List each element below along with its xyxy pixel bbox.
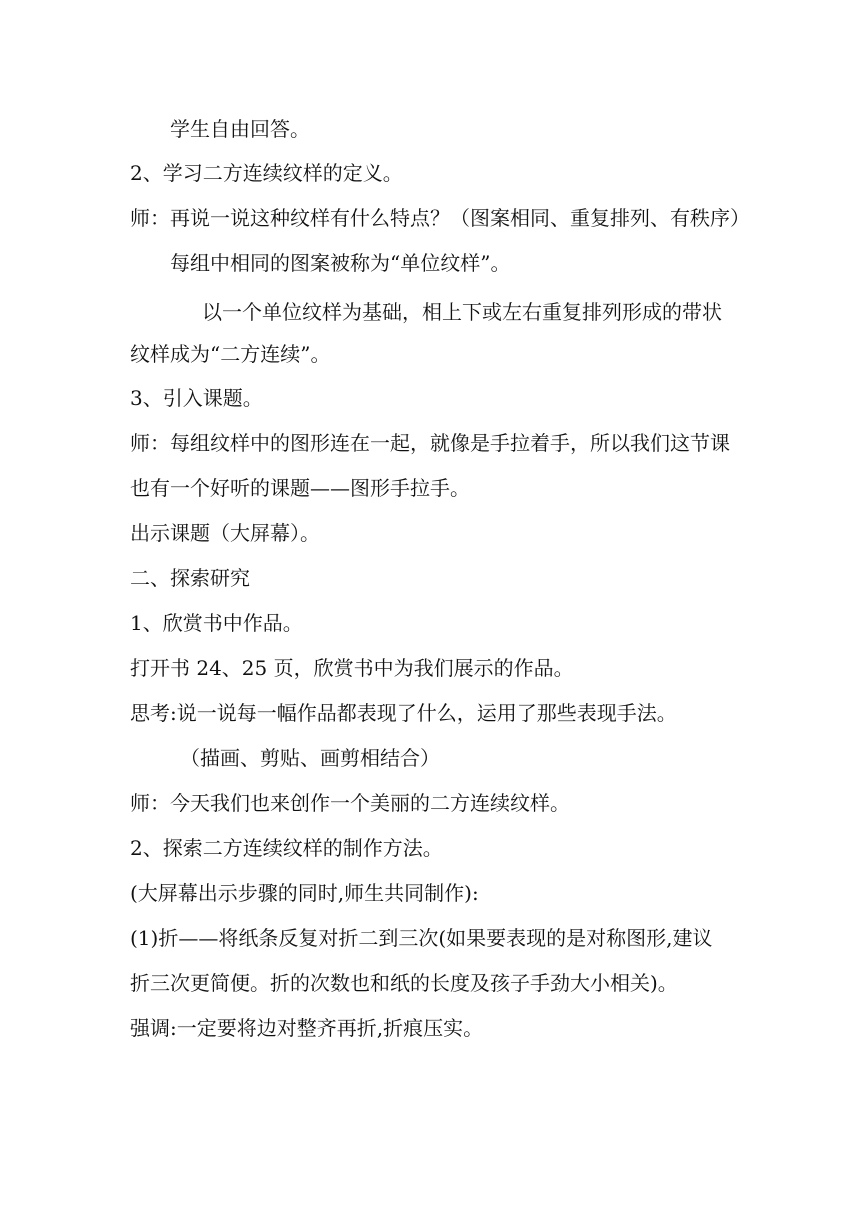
paragraph-line: 师：再说一说这种纹样有什么特点？（图案相同、重复排列、有秩序） [130, 206, 750, 230]
paragraph-line: （描画、剪贴、画剪相结合） [180, 746, 440, 770]
section-heading: 1、欣赏书中作品。 [130, 611, 303, 635]
paragraph-line: 出示课题（大屏幕）。 [130, 521, 320, 545]
section-heading: 3、引入课题。 [130, 386, 263, 410]
section-heading: 2、探索二方连续纹样的制作方法。 [130, 836, 443, 860]
paragraph-line: 折三次更简便。折的次数也和纸的长度及孩子手劲大小相关)。 [130, 971, 678, 995]
paragraph-line: (1)折——将纸条反复对折二到三次(如果要表现的是对称图形,建议 [130, 926, 713, 950]
paragraph-line: 师：今天我们也来创作一个美丽的二方连续纹样。 [130, 791, 570, 815]
paragraph-line: 师：每组纹样中的图形连在一起，就像是手拉着手，所以我们这节课 [130, 431, 730, 455]
section-heading: 二、探索研究 [130, 566, 250, 590]
section-heading: 2、学习二方连续纹样的定义。 [130, 161, 403, 185]
paragraph-line: 以一个单位纹样为基础，相上下或左右重复排列形成的带状 [202, 300, 722, 324]
paragraph-line: 纹样成为“二方连续”。 [130, 342, 331, 366]
paragraph-line: (大屏幕出示步骤的同时,师生共同制作): [130, 881, 479, 905]
paragraph-line: 学生自由回答。 [170, 117, 310, 141]
paragraph-line: 也有一个好听的课题——图形手拉手。 [130, 476, 470, 500]
paragraph-line: 思考:说一说每一幅作品都表现了什么，运用了那些表现手法。 [130, 701, 677, 725]
paragraph-line: 每组中相同的图案被称为“单位纹样”。 [170, 251, 511, 275]
paragraph-line: 打开书 24、25 页，欣赏书中为我们展示的作品。 [130, 656, 574, 680]
paragraph-line: 强调:一定要将边对整齐再折,折痕压实。 [130, 1016, 484, 1040]
